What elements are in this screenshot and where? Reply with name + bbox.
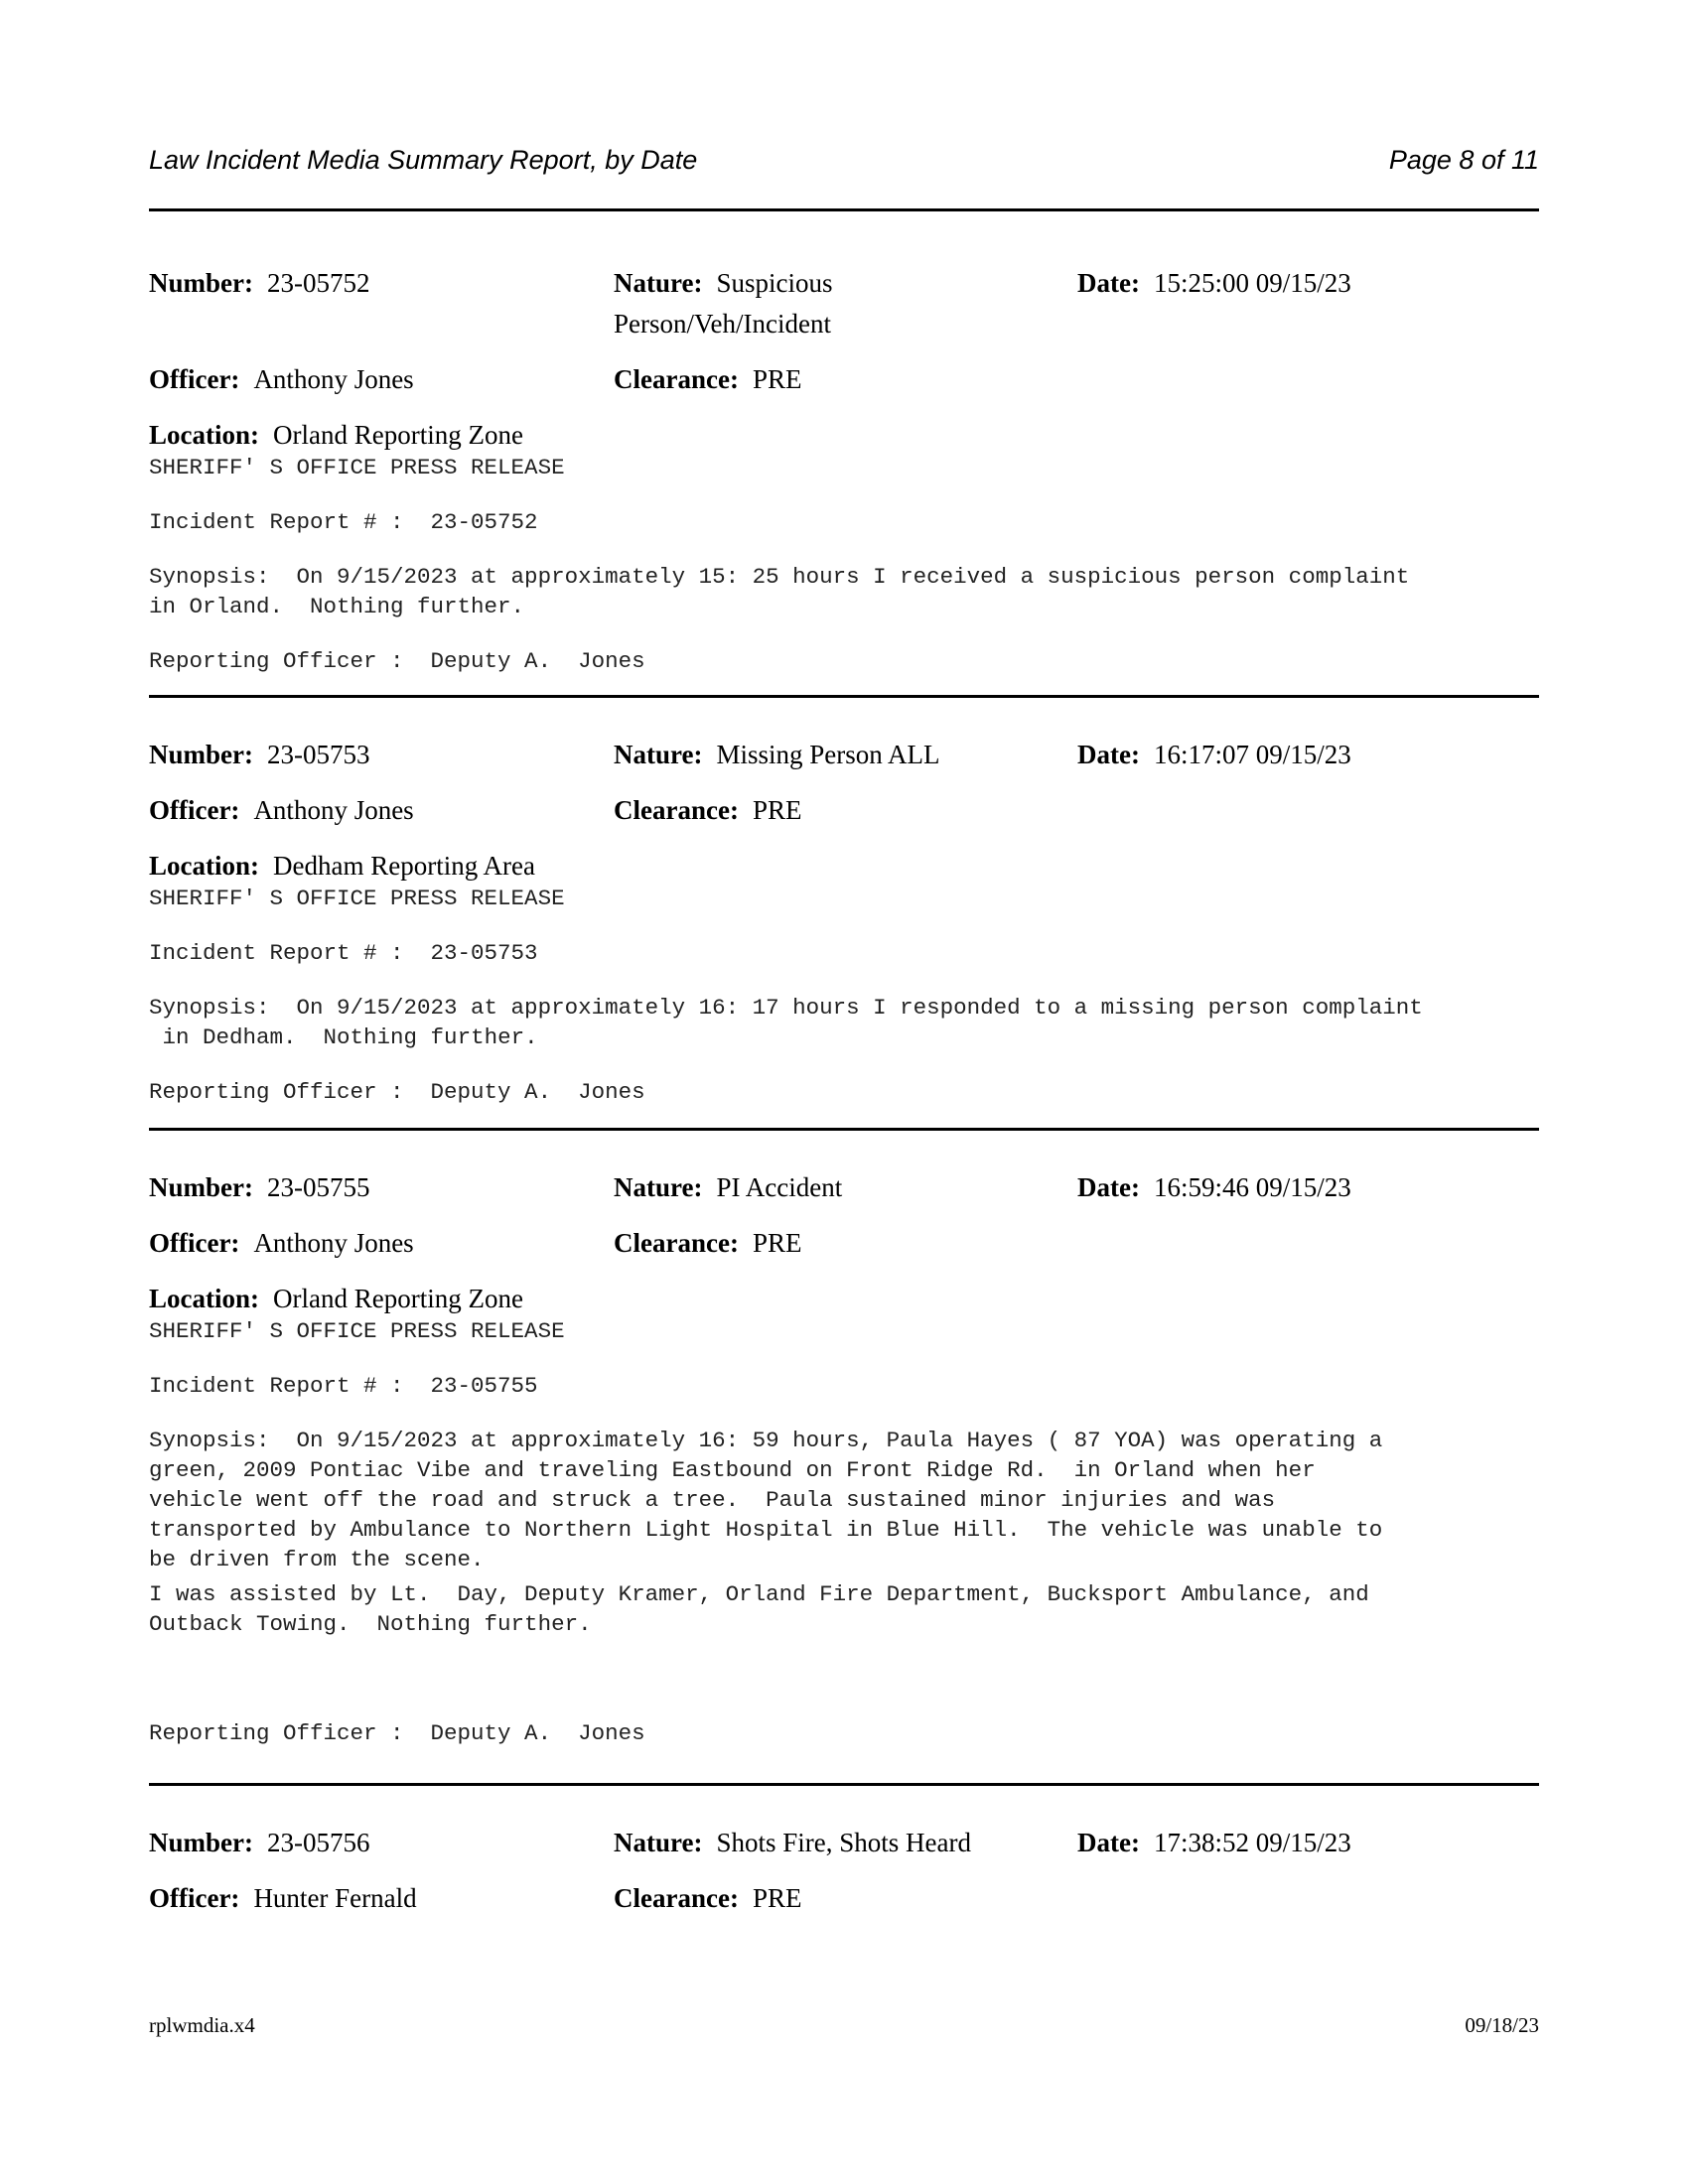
- synopsis: Synopsis: On 9/15/2023 at approximately 15: 25 hours I received a suspicious person complaint in Orland. Nothing further.: [149, 564, 1410, 619]
- incident-date: 16:17:07 09/15/23: [1153, 740, 1351, 769]
- incident-divider: [149, 1128, 1539, 1131]
- page-header: [149, 145, 1539, 185]
- clearance-field: Clearance: PRE: [614, 795, 802, 825]
- incident-date: 15:25:00 09/15/23: [1153, 268, 1351, 298]
- location-value: Orland Reporting Zone: [273, 420, 523, 450]
- incident-nature: Suspicious: [716, 268, 833, 298]
- location-value: Dedham Reporting Area: [273, 851, 535, 881]
- number-field: Number: 23-05753: [149, 740, 370, 769]
- number-field: Number: 23-05755: [149, 1172, 370, 1202]
- incident-number: 23-05755: [266, 1172, 370, 1202]
- footer-print-date: 09/18/23: [1465, 2013, 1539, 2037]
- nature-field: Nature: Missing Person ALL: [614, 740, 940, 769]
- incident-nature: Shots Fire, Shots Heard: [716, 1828, 971, 1857]
- incident-date: 16:59:46 09/15/23: [1153, 1172, 1351, 1202]
- officer-name: Anthony Jones: [253, 364, 414, 394]
- reporting-officer: Reporting Officer : Deputy A. Jones: [149, 1079, 645, 1105]
- incident-number: 23-05753: [266, 740, 370, 769]
- incident-nature: Missing Person ALL: [716, 740, 940, 769]
- report-title: Law Incident Media Summary Report, by Date: [149, 145, 698, 175]
- reporting-officer: Reporting Officer : Deputy A. Jones: [149, 648, 645, 674]
- number-field: Number: 23-05756: [149, 1828, 370, 1857]
- incident-date: 17:38:52 09/15/23: [1153, 1828, 1351, 1857]
- clearance-value: PRE: [752, 1883, 802, 1913]
- synopsis-continuation: I was assisted by Lt. Day, Deputy Kramer, Orland Fire Department, Bucksport Ambulance, and Outback Towing. Nothing further.: [149, 1581, 1369, 1637]
- synopsis: Synopsis: On 9/15/2023 at approximately 16: 17 hours I responded to a missing person complaint in Dedham. Nothing further.: [149, 995, 1423, 1050]
- incident-divider: [149, 695, 1539, 698]
- synopsis: Synopsis: On 9/15/2023 at approximately 16: 59 hours, Paula Hayes ( 87 YOA) was operating a green, 2009 Pontiac Vibe and traveling Eastbound on Front Ridge Rd. in Orland when her vehicle went off the road and struck a tree. Paula sustained minor injuries and was transported by Ambulance to Northern Light Hospital in Blue Hill. The vehicle was unable to be driven from the scene.: [149, 1428, 1383, 1572]
- clearance-field: Clearance: PRE: [614, 1228, 802, 1258]
- number-field: Number: 23-05752: [149, 268, 370, 298]
- incident-report-number: Incident Report # : 23-05755: [149, 1373, 538, 1399]
- incident-number: 23-05752: [266, 268, 370, 298]
- date-field: Date: 15:25:00 09/15/23: [1077, 268, 1351, 298]
- date-field: Date: 16:59:46 09/15/23: [1077, 1172, 1351, 1202]
- clearance-field: Clearance: PRE: [614, 1883, 802, 1913]
- date-field: Date: 17:38:52 09/15/23: [1077, 1828, 1351, 1857]
- nature-field: Nature: PI Accident: [614, 1172, 843, 1202]
- officer-name: Anthony Jones: [253, 1228, 414, 1258]
- nature-continuation: Person/Veh/Incident: [614, 309, 831, 339]
- reporting-officer: Reporting Officer : Deputy A. Jones: [149, 1720, 645, 1746]
- press-release-heading: SHERIFF' S OFFICE PRESS RELEASE: [149, 455, 565, 480]
- clearance-field: Clearance: PRE: [614, 364, 802, 394]
- clearance-value: PRE: [752, 364, 802, 394]
- press-release-heading: SHERIFF' S OFFICE PRESS RELEASE: [149, 886, 565, 911]
- officer-field: Officer: Anthony Jones: [149, 364, 414, 394]
- officer-name: Anthony Jones: [253, 795, 414, 825]
- location-field: Location: Dedham Reporting Area: [149, 851, 535, 881]
- header-divider: [149, 208, 1539, 211]
- clearance-value: PRE: [752, 795, 802, 825]
- incident-report-number: Incident Report # : 23-05752: [149, 509, 538, 535]
- incident-number: 23-05756: [266, 1828, 370, 1857]
- nature-field: Nature: Shots Fire, Shots Heard: [614, 1828, 971, 1857]
- incident-report-number: Incident Report # : 23-05753: [149, 940, 538, 966]
- press-release-heading: SHERIFF' S OFFICE PRESS RELEASE: [149, 1318, 565, 1344]
- footer-report-code: rplwmdia.x4: [149, 2013, 255, 2037]
- date-field: Date: 16:17:07 09/15/23: [1077, 740, 1351, 769]
- incident-divider: [149, 1783, 1539, 1786]
- clearance-value: PRE: [752, 1228, 802, 1258]
- officer-field: Officer: Hunter Fernald: [149, 1883, 417, 1913]
- officer-field: Officer: Anthony Jones: [149, 795, 414, 825]
- officer-field: Officer: Anthony Jones: [149, 1228, 414, 1258]
- location-field: Location: Orland Reporting Zone: [149, 420, 523, 450]
- officer-name: Hunter Fernald: [253, 1883, 417, 1913]
- location-value: Orland Reporting Zone: [273, 1284, 523, 1313]
- nature-field: Nature: Suspicious: [614, 268, 833, 298]
- incident-nature: PI Accident: [716, 1172, 843, 1202]
- location-field: Location: Orland Reporting Zone: [149, 1284, 523, 1313]
- page-number: Page 8 of 11: [1388, 145, 1539, 175]
